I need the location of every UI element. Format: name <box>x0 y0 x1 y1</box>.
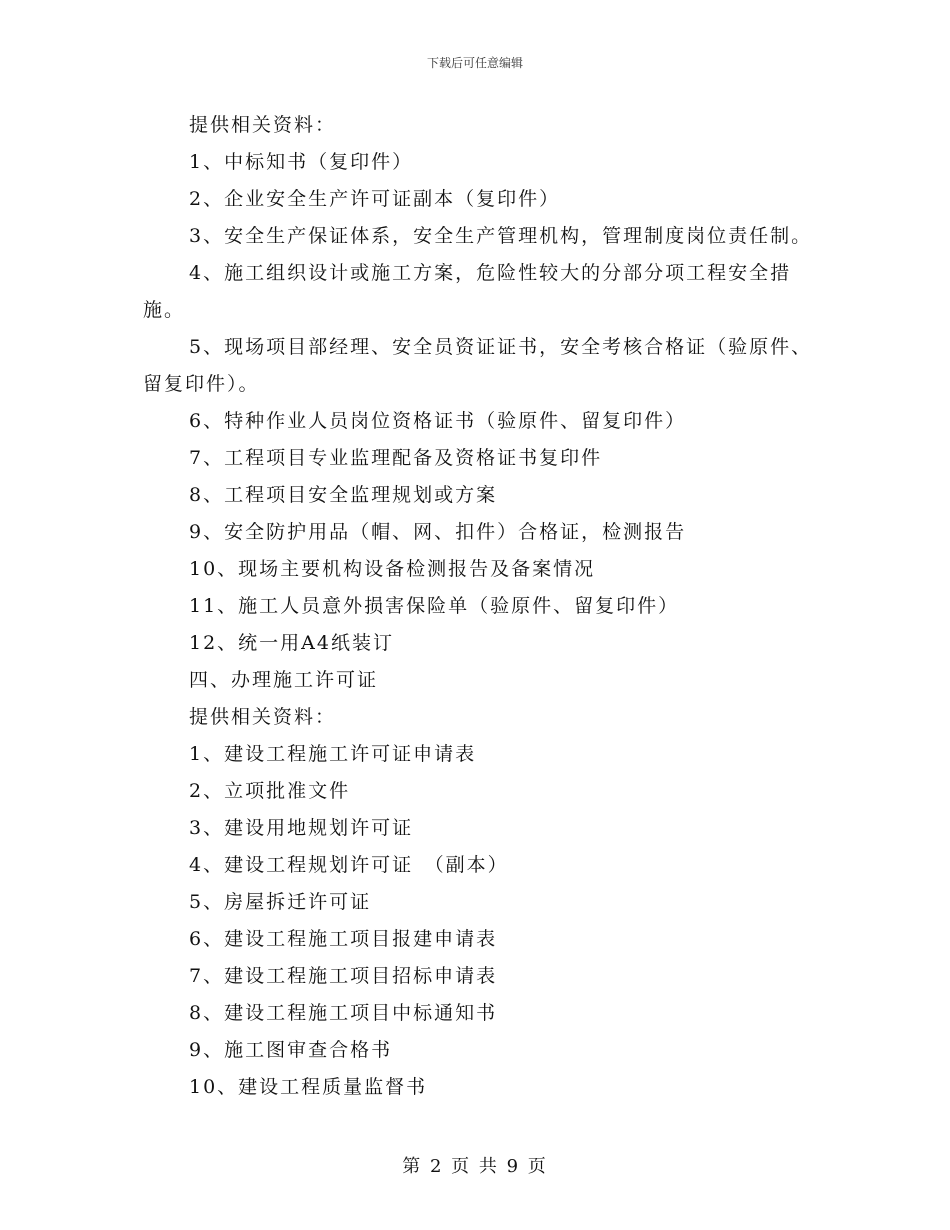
list-item: 7、建设工程施工项目招标申请表 <box>189 965 498 987</box>
list-item: 5、房屋拆迁许可证 <box>189 891 372 913</box>
paragraph: 提供相关资料： <box>189 706 337 728</box>
list-item: 3、安全生产保证体系，安全生产管理机构，管理制度岗位责任制。 <box>189 225 813 247</box>
paragraph: 提供相关资料： <box>189 114 337 136</box>
list-item: 1、中标知书（复印件） <box>189 151 414 173</box>
list-item: 8、建设工程施工项目中标通知书 <box>189 1002 498 1024</box>
list-item: 2、企业安全生产许可证副本（复印件） <box>189 188 561 210</box>
list-item: 8、工程项目安全监理规划或方案 <box>189 484 498 506</box>
list-item: 10、现场主要机构设备检测报告及备案情况 <box>189 558 596 580</box>
section-heading: 四、办理施工许可证 <box>189 669 379 691</box>
header-note: 下载后可任意编辑 <box>426 56 523 70</box>
list-item: 10、建设工程质量监督书 <box>189 1076 428 1098</box>
list-item: 12、统一用A4纸装订 <box>189 632 394 654</box>
page-number-footer: 第 2 页 共 9 页 <box>402 1156 548 1177</box>
list-item: 3、建设用地规划许可证 <box>189 817 414 839</box>
list-item: 5、现场项目部经理、安全员资证证书，安全考核合格证（验原件、留复印件）。 <box>143 336 813 395</box>
list-item: 9、安全防护用品（帽、网、扣件）合格证，检测报告 <box>189 521 687 543</box>
list-item: 6、特种作业人员岗位资格证书（验原件、留复印件） <box>189 410 687 432</box>
list-item: 4、建设工程规划许可证 （副本） <box>189 854 509 876</box>
list-item: 4、施工组织设计或施工方案，危险性较大的分部分项工程安全措施。 <box>143 262 792 321</box>
list-item: 6、建设工程施工项目报建申请表 <box>189 928 498 950</box>
list-item: 1、建设工程施工许可证申请表 <box>189 743 477 765</box>
document-body <box>143 107 823 1106</box>
list-item: 9、施工图审查合格书 <box>189 1039 393 1061</box>
list-item: 2、立项批准文件 <box>189 780 351 802</box>
list-item: 11、施工人员意外损害保险单（验原件、留复印件） <box>189 595 680 617</box>
list-item: 7、工程项目专业监理配备及资格证书复印件 <box>189 447 603 469</box>
